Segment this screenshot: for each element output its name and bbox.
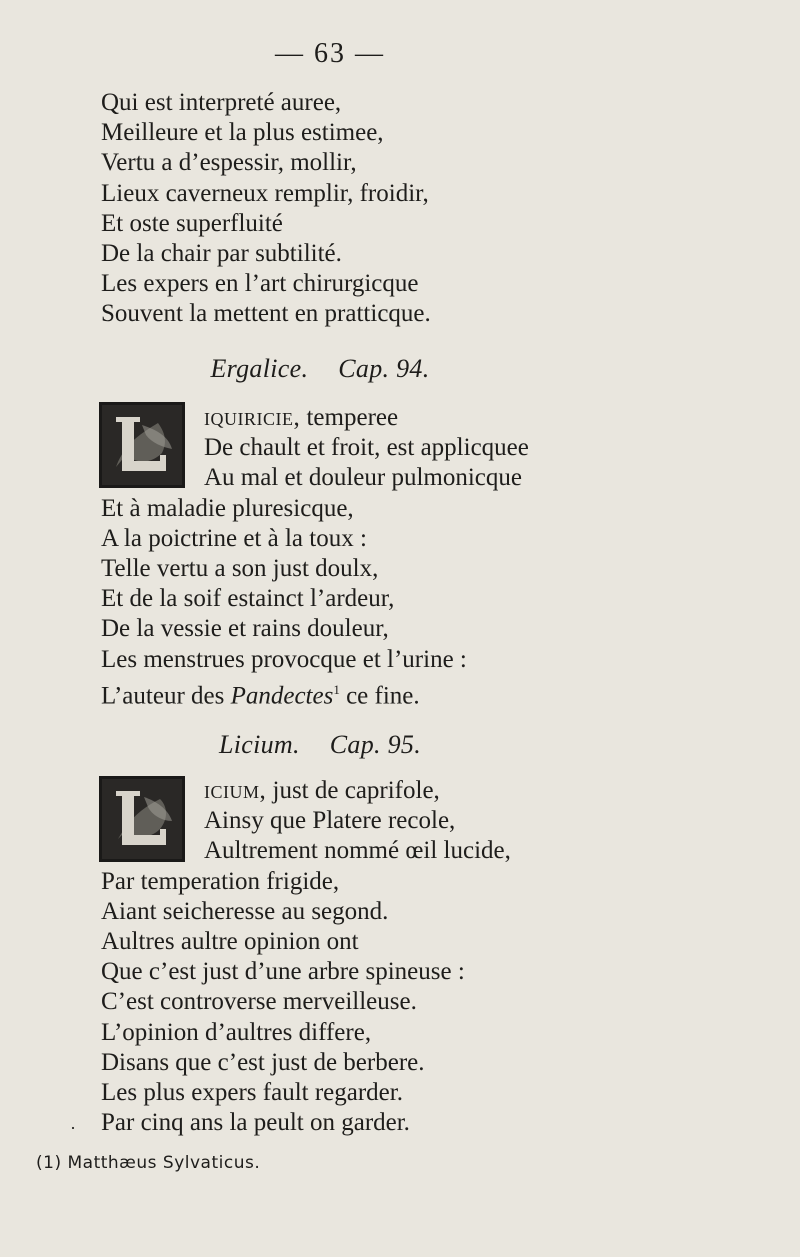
verse-94	[101, 403, 529, 710]
verse-line: Vertu a d’espessir, mollir,	[101, 149, 357, 177]
verse-line: C’est controverse merveilleuse.	[101, 988, 417, 1016]
verse-line: Et de la soif estainct l’ardeur,	[101, 585, 395, 613]
verse-line	[101, 403, 529, 433]
line-start: L’auteur des	[101, 682, 231, 710]
verse-line: Lieux caverneux remplir, froidir,	[101, 179, 429, 207]
line-end: ce fine.	[339, 682, 420, 710]
verse-line: Aultres aultre opinion ont	[101, 927, 359, 955]
stray-mark: ·	[70, 1118, 76, 1138]
footnote: (1) Matthæus Sylvaticus.	[36, 1153, 261, 1173]
verse-line: Par temperation frigide,	[101, 867, 340, 895]
verse-line	[101, 776, 511, 806]
verse-line: De la chair par subtilité.	[101, 239, 342, 267]
heading-title: Licium.	[218, 730, 300, 759]
work-title: Pandectes	[230, 682, 334, 710]
initial-word: icium,	[204, 777, 267, 804]
verse-line: Ainsy que Platere recole,	[204, 807, 456, 835]
verse-line	[101, 675, 529, 710]
line-rest: just de caprifole,	[266, 777, 440, 804]
verse-line: Que c’est just d’une arbre spineuse :	[101, 958, 465, 986]
intro-verse	[101, 88, 431, 330]
verse-line: Aiant seicheresse au segond.	[101, 897, 389, 925]
page-number: — 63 —	[275, 38, 385, 69]
verse-line: Souvent la mettent en pratticque.	[101, 300, 431, 328]
verse-95	[101, 776, 511, 1138]
chapter-heading-94	[0, 354, 640, 384]
verse-line: L’opinion d’aultres differe,	[101, 1018, 372, 1046]
heading-title: Ergalice.	[210, 354, 309, 383]
verse-line: De la vessie et rains douleur,	[101, 615, 389, 643]
heading-chapter: Cap. 94.	[338, 354, 430, 383]
verse-line: A la poictrine et à la toux :	[101, 524, 367, 552]
verse-line: Par cinq ans la peult on garder.	[101, 1109, 410, 1137]
svg-text:L: L	[103, 413, 104, 414]
verse-line: Les plus expers fault regarder.	[101, 1078, 403, 1106]
footnote-marker: 1	[333, 681, 340, 697]
verse-line: Les expers en l’art chirurgicque	[101, 270, 419, 298]
verse-line: De chault et froit, est applicquee	[204, 434, 529, 462]
verse-line: Disans que c’est just de berbere.	[101, 1048, 425, 1076]
verse-line: Aultrement nommé œil lucide,	[204, 837, 511, 865]
verse-line: Et oste superfluité	[101, 209, 283, 237]
verse-line: Qui est interpreté auree,	[101, 89, 342, 116]
verse-line: Les menstrues provocque et l’urine :	[101, 645, 467, 673]
line-rest: temperee	[300, 404, 399, 431]
svg-text:L: L	[103, 787, 104, 788]
verse-line: Meilleure et la plus estimee,	[101, 119, 384, 147]
verse-line: Au mal et douleur pulmonicque	[204, 464, 522, 492]
chapter-heading-95	[0, 730, 640, 760]
verse-line: Telle vertu a son just doulx,	[101, 554, 379, 582]
heading-chapter: Cap. 95.	[329, 730, 422, 759]
initial-word: iquiricie,	[204, 404, 301, 431]
verse-line: Et à maladie pluresicque,	[101, 494, 354, 522]
